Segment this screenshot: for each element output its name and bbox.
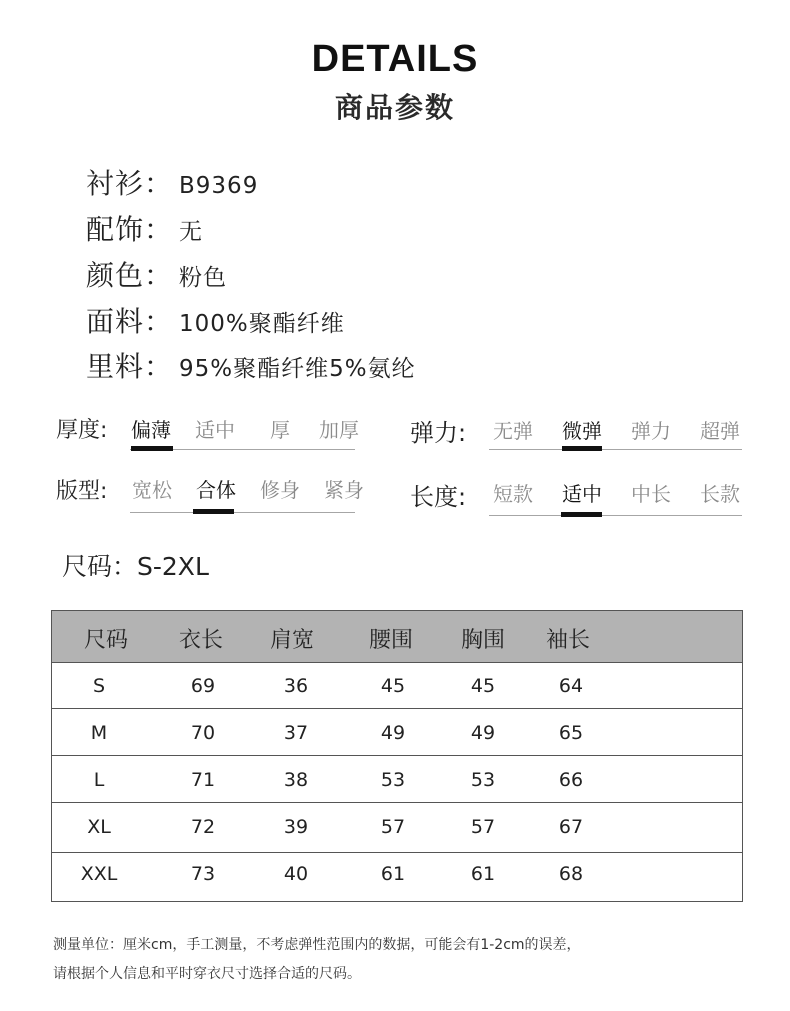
table-cell: 72 <box>190 816 216 838</box>
spec-key: 衬衫： <box>86 167 174 200</box>
size-table <box>51 610 743 902</box>
row-divider <box>52 662 742 663</box>
table-cell: 67 <box>558 816 584 838</box>
size-range <box>62 547 209 583</box>
spec-value: 100%聚酯纤维 <box>179 311 345 337</box>
length-marker <box>561 512 602 517</box>
header-sleeve: 袖长 <box>546 628 591 653</box>
thickness-marker <box>131 446 173 451</box>
elasticity-marker <box>562 446 602 451</box>
row-divider <box>52 802 742 803</box>
spec-value: 粉色 <box>179 265 228 291</box>
size-range-label: 尺码： <box>62 552 138 581</box>
table-cell: 66 <box>558 769 584 791</box>
table-cell: 39 <box>283 816 309 838</box>
table-cell: 61 <box>470 863 496 885</box>
table-cell: 73 <box>190 863 216 885</box>
table-cell: 70 <box>190 722 216 744</box>
elasticity-option-slight: 微弹 <box>562 419 602 443</box>
table-cell: 53 <box>380 769 406 791</box>
table-cell: 38 <box>283 769 309 791</box>
header-waist: 腰围 <box>369 628 414 653</box>
table-cell: 57 <box>470 816 496 838</box>
table-cell: 37 <box>283 722 309 744</box>
table-cell: 53 <box>470 769 496 791</box>
fit-option-tight: 紧身 <box>324 478 364 502</box>
spec-lining <box>86 347 416 387</box>
header-chest: 胸围 <box>461 628 506 653</box>
fit-marker <box>193 509 234 514</box>
elasticity-label: 弹力: <box>410 419 467 447</box>
fit-track <box>130 512 355 513</box>
elasticity-option-super: 超弹 <box>700 419 740 443</box>
spec-value: 95%聚酯纤维5%氨纶 <box>179 356 416 382</box>
thickness-option-thin: 偏薄 <box>131 418 171 442</box>
table-cell: 71 <box>190 769 216 791</box>
table-cell: 64 <box>558 675 584 697</box>
spec-color <box>86 256 227 296</box>
fit-option-regular: 合体 <box>196 478 236 502</box>
table-cell: L <box>93 769 105 791</box>
thickness-option-medium: 适中 <box>195 418 235 442</box>
table-cell: 49 <box>380 722 406 744</box>
length-track <box>489 515 742 516</box>
fit-label: 版型: <box>56 479 108 504</box>
length-option-long: 长款 <box>700 482 740 506</box>
thickness-option-extra-thick: 加厚 <box>319 418 359 442</box>
table-cell: XXL <box>80 863 118 885</box>
table-cell: 49 <box>470 722 496 744</box>
elasticity-option-none: 无弹 <box>493 419 533 443</box>
length-option-short: 短款 <box>493 482 533 506</box>
length-label: 长度: <box>410 483 467 511</box>
thickness-option-thick: 厚 <box>270 418 290 442</box>
table-cell: 57 <box>380 816 406 838</box>
fit-option-loose: 宽松 <box>132 478 172 502</box>
table-cell: 69 <box>190 675 216 697</box>
elasticity-option-elastic: 弹力 <box>631 419 671 443</box>
table-header <box>52 611 742 662</box>
length-option-midi: 中长 <box>631 482 671 506</box>
row-divider <box>52 852 742 853</box>
page-title-cn: 商品参数 <box>334 91 455 124</box>
spec-key: 颜色： <box>86 259 174 292</box>
table-cell: 65 <box>558 722 584 744</box>
table-cell: XL <box>87 816 111 838</box>
spec-key: 里料： <box>86 350 174 383</box>
page-title-en: DETAILS <box>311 38 479 80</box>
fit-option-slim: 修身 <box>260 478 300 502</box>
table-cell: 68 <box>558 863 584 885</box>
table-cell: S <box>92 675 106 697</box>
row-divider <box>52 755 742 756</box>
size-range-value: S-2XL <box>137 552 209 581</box>
spec-fabric <box>86 302 345 342</box>
spec-key: 面料： <box>86 305 174 338</box>
spec-shirt <box>86 164 258 204</box>
spec-value: 无 <box>179 219 204 245</box>
size-advice-note: 请根据个人信息和平时穿衣尺寸选择合适的尺码。 <box>53 966 361 982</box>
header-size: 尺码 <box>84 628 129 653</box>
table-cell: 40 <box>283 863 309 885</box>
spec-value: B9369 <box>179 173 259 199</box>
row-divider <box>52 708 742 709</box>
length-option-regular: 适中 <box>562 482 602 506</box>
table-cell: 61 <box>380 863 406 885</box>
table-cell: M <box>90 722 108 744</box>
measurement-note: 测量单位：厘米cm，手工测量，不考虑弹性范围内的数据，可能会有1-2cm的误差， <box>53 937 581 953</box>
table-cell: 45 <box>380 675 406 697</box>
header-length: 衣长 <box>179 628 224 653</box>
thickness-label: 厚度: <box>56 418 108 443</box>
table-cell: 36 <box>283 675 309 697</box>
spec-key: 配饰： <box>86 213 174 246</box>
table-cell: 45 <box>470 675 496 697</box>
elasticity-track <box>489 449 742 450</box>
header-shoulder: 肩宽 <box>270 628 315 653</box>
spec-accessories <box>86 210 203 250</box>
